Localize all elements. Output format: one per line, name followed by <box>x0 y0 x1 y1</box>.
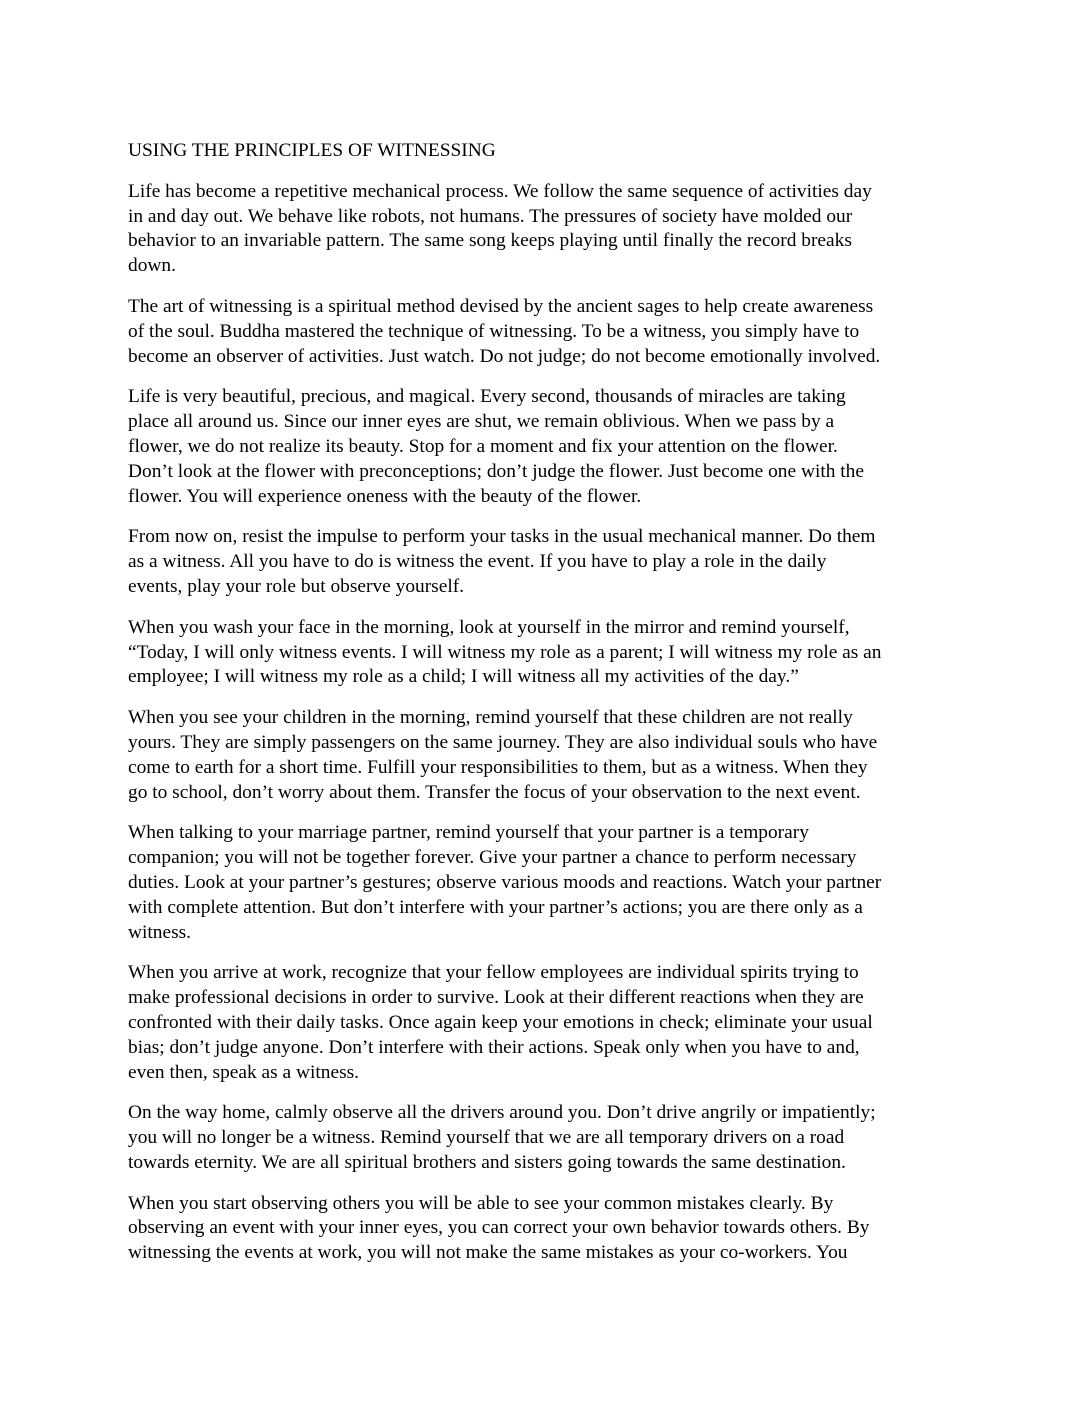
paragraph-line: you will no longer be a witness. Remind yourself that we are all temporary drivers on a road <box>128 1127 845 1149</box>
paragraph-1 <box>128 180 968 279</box>
paragraph-line: When you wash your face in the morning, look at yourself in the mirror and remind yourself, <box>128 616 850 638</box>
document-body <box>128 139 968 1282</box>
paragraph-10 <box>128 1192 968 1266</box>
paragraph-line: The art of witnessing is a spiritual method devised by the ancient sages to help create awareness <box>128 295 874 317</box>
paragraph-4 <box>128 525 968 599</box>
paragraph-line: When you see your children in the morning, remind yourself that these children are not really <box>128 707 853 729</box>
paragraph-3 <box>128 385 968 509</box>
paragraph-line: events, play your role but observe yourself. <box>128 575 465 597</box>
paragraph-line: From now on, resist the impulse to perform your tasks in the usual mechanical manner. Do them <box>128 526 876 548</box>
paragraph-line: witness. <box>128 921 192 943</box>
paragraph-8 <box>128 961 968 1085</box>
paragraph-line: bias; don’t judge anyone. Don’t interfere with their actions. Speak only when you have to and, <box>128 1036 860 1058</box>
paragraph-2 <box>128 295 968 369</box>
paragraph-line: flower. You will experience oneness with the beauty of the flower. <box>128 485 642 507</box>
paragraph-line: place all around us. Since our inner eyes are shut, we remain oblivious. When we pass by a <box>128 411 835 433</box>
paragraph-line: make professional decisions in order to survive. Look at their different reactions when they are <box>128 987 864 1009</box>
paragraph-line: behavior to an invariable pattern. The same song keeps playing until finally the record breaks <box>128 230 852 252</box>
paragraph-line: as a witness. All you have to do is witness the event. If you have to play a role in the daily <box>128 551 827 573</box>
paragraph-line: employee; I will witness my role as a child; I will witness all my activities of the day.” <box>128 666 799 688</box>
paragraph-7 <box>128 821 968 945</box>
paragraph-line: When you start observing others you will be able to see your common mistakes clearly. By <box>128 1192 834 1214</box>
paragraph-line: “Today, I will only witness events. I will witness my role as a parent; I will witness my role as an <box>128 641 882 663</box>
paragraph-line: with complete attention. But don’t interfere with your partner’s actions; you are there only as a <box>128 896 863 918</box>
paragraph-line: When you arrive at work, recognize that your fellow employees are individual spirits trying to <box>128 962 859 984</box>
paragraph-line: in and day out. We behave like robots, not humans. The pressures of society have molded our <box>128 205 853 227</box>
paragraph-line: confronted with their daily tasks. Once again keep your emotions in check; eliminate your usual <box>128 1011 873 1033</box>
paragraph-line: Life has become a repetitive mechanical process. We follow the same sequence of activities day <box>128 180 872 202</box>
paragraph-line: duties. Look at your partner’s gestures; observe various moods and reactions. Watch your partner <box>128 871 882 893</box>
paragraph-line: Don’t look at the flower with preconceptions; don’t judge the flower. Just become one with the <box>128 460 864 482</box>
paragraph-line: When talking to your marriage partner, remind yourself that your partner is a temporary <box>128 822 809 844</box>
paragraph-line: Life is very beautiful, precious, and magical. Every second, thousands of miracles are taking <box>128 386 846 408</box>
paragraph-line: even then, speak as a witness. <box>128 1061 360 1083</box>
paragraph-line: On the way home, calmly observe all the drivers around you. Don’t drive angrily or impatiently; <box>128 1102 876 1124</box>
paragraph-line: towards eternity. We are all spiritual brothers and sisters going towards the same destination. <box>128 1151 846 1173</box>
paragraph-line: yours. They are simply passengers on the same journey. They are also individual souls who have <box>128 731 878 753</box>
paragraph-line: witnessing the events at work, you will not make the same mistakes as your co-workers. You <box>128 1242 848 1264</box>
paragraph-line: down. <box>128 255 176 277</box>
paragraph-9 <box>128 1101 968 1175</box>
paragraph-line: flower, we do not realize its beauty. Stop for a moment and fix your attention on the flower. <box>128 435 838 457</box>
paragraph-line: become an observer of activities. Just watch. Do not judge; do not become emotionally involved. <box>128 345 881 367</box>
paragraph-5 <box>128 616 968 690</box>
paragraph-list <box>128 180 968 1266</box>
paragraph-line: of the soul. Buddha mastered the technique of witnessing. To be a witness, you simply have to <box>128 320 860 342</box>
paragraph-6 <box>128 706 968 805</box>
paragraph-line: come to earth for a short time. Fulfill your responsibilities to them, but as a witness. When they <box>128 756 868 778</box>
paragraph-line: go to school, don’t worry about them. Transfer the focus of your observation to the next event. <box>128 781 861 803</box>
paragraph-line: companion; you will not be together forever. Give your partner a chance to perform necessary <box>128 847 857 869</box>
paragraph-line: observing an event with your inner eyes, you can correct your own behavior towards others. By <box>128 1217 870 1239</box>
document-title: USING THE PRINCIPLES OF WITNESSING <box>128 140 496 161</box>
